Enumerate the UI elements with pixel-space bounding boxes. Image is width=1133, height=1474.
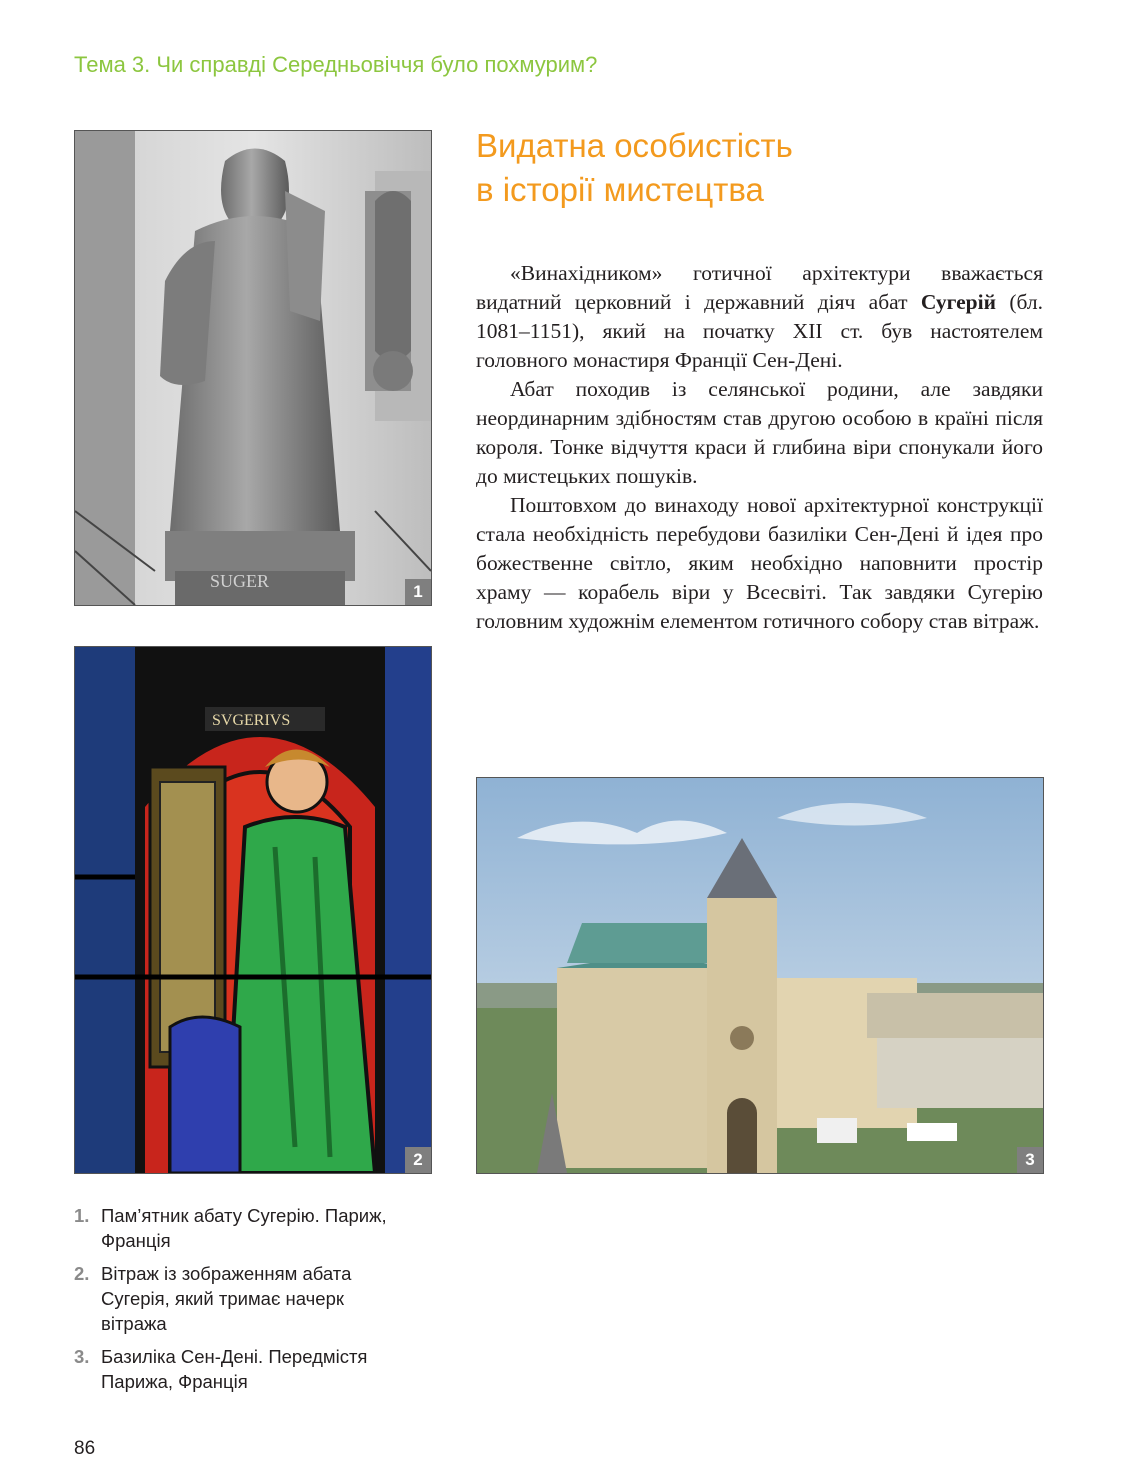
- photo-number-badge: 2: [405, 1147, 431, 1173]
- basilica-illustration: [477, 778, 1043, 1173]
- section-title-line-2: в історії мистецтва: [476, 171, 764, 208]
- caption-text: Базиліка Сен-Дені. Передмістя Парижа, Франція: [101, 1346, 368, 1392]
- caption-text: Вітраж із зображенням абата Сугерія, який тримає начерк вітража: [101, 1263, 352, 1334]
- caption-number: 1.: [74, 1205, 90, 1226]
- caption-item: [74, 1344, 414, 1394]
- body-text: [476, 259, 1043, 636]
- caption-text: Пам’ятник абату Сугерію. Париж, Франція: [101, 1205, 387, 1251]
- paragraph-1-text: «Винахідником» готичної архітектури вважається видатний церковний і державний діяч абат: [476, 261, 1043, 314]
- caption-number: 3.: [74, 1346, 90, 1367]
- section-title-line-1: Видатна особистість: [476, 127, 793, 164]
- running-head: Тема 3. Чи справді Середньовіччя було похмурим?: [74, 52, 598, 77]
- stained-glass-illustration: [75, 647, 431, 1173]
- statue-illustration: [75, 131, 431, 605]
- caption-number: 2.: [74, 1263, 90, 1284]
- photo-number-badge: 1: [405, 579, 431, 605]
- section-title: [476, 124, 1036, 212]
- photo-captions: [74, 1203, 414, 1402]
- paragraph-1: [476, 259, 1043, 375]
- paragraph-2: Абат походив із селянської родини, але завдяки неординарним здібностям став другою особою в країні після короля. Тонке відчуття краси й глибина віри спонукали його до мистецьких пошуків.: [476, 377, 1043, 488]
- paragraph-3: Поштовхом до винаходу нової архітектурної конструкції стала необхідність перебудови базиліки Сен-Дені й ідея про божественне світло, яким необхідно наповнити простір храму — корабель віри у Всесвіті. Так завдяки Сугерію головним художнім елементом готичного собору став вітраж.: [476, 493, 1043, 633]
- caption-item: [74, 1261, 414, 1336]
- caption-item: [74, 1203, 414, 1253]
- statue-photo: [74, 130, 432, 606]
- stained-glass-inscription: SVGERIVS: [212, 712, 291, 729]
- suger-name-bold: Сугерій: [920, 290, 996, 314]
- page-number: 86: [74, 1438, 96, 1459]
- paragraph-1-text-end: (бл. 1081–1151), який на початку XII ст. був настоятелем головного монастиря Франції Сен-Дені.: [476, 290, 1043, 372]
- stained-glass-photo: [74, 646, 432, 1174]
- photo-number-badge: 3: [1017, 1147, 1043, 1173]
- basilica-photo: [476, 777, 1044, 1174]
- statue-inscription: SUGER: [210, 571, 270, 591]
